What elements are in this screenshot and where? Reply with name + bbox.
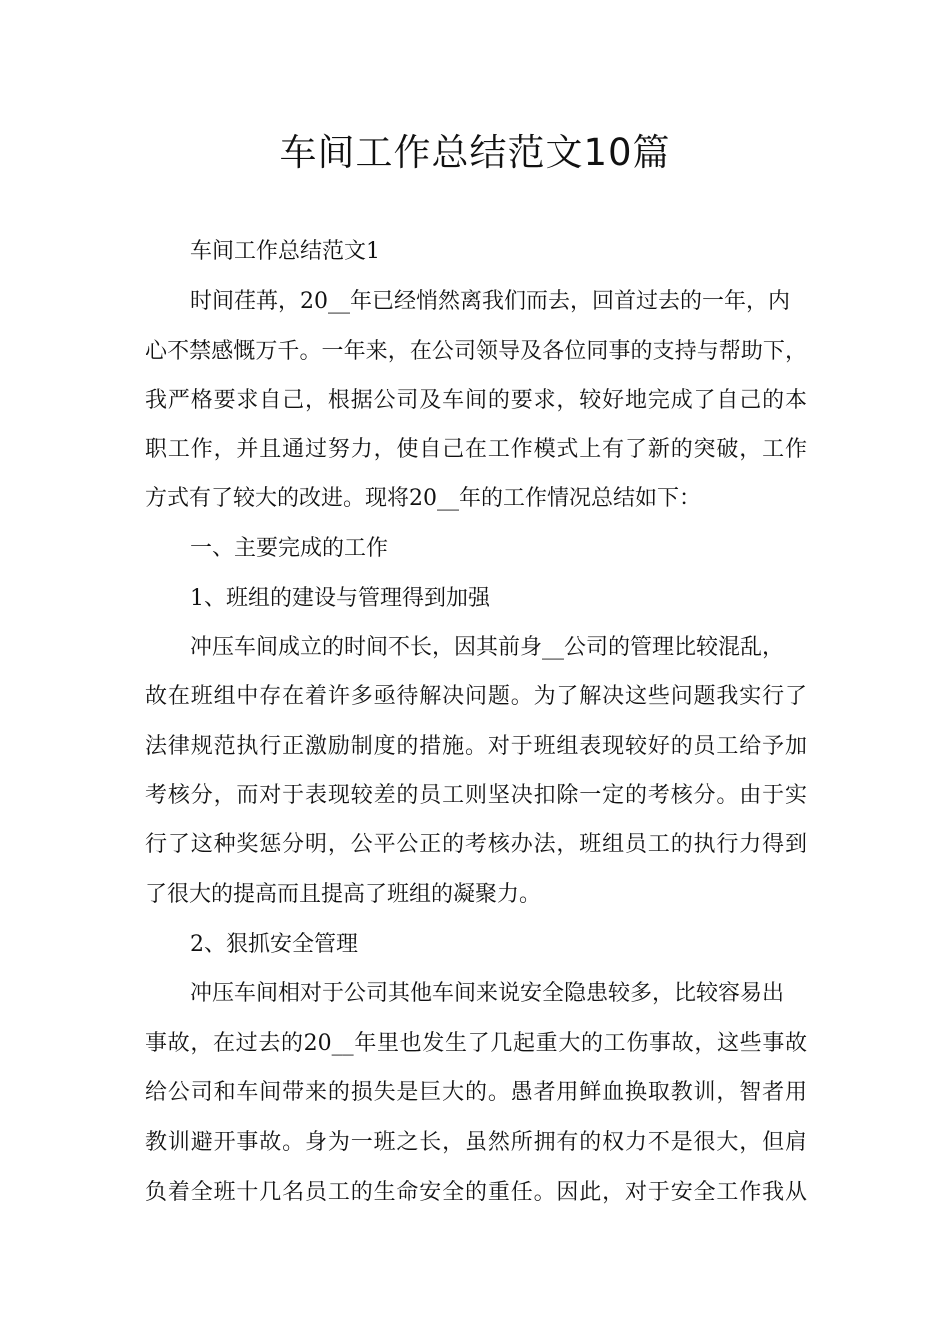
document-title: 车间工作总结范文10篇 — [279, 131, 671, 174]
paragraph-line: 冲压车间相对于公司其他车间来说安全隐患较多，比较容易出 — [190, 981, 785, 1006]
paragraph-line: 我严格要求自己，根据公司及车间的要求，较好地完成了自己的本 — [145, 388, 807, 413]
paragraph-line: 法律规范执行正激励制度的措施。对于班组表现较好的员工给予加 — [145, 734, 807, 759]
section-subtitle: 车间工作总结范文1 — [190, 239, 380, 264]
paragraph-line: 负着全班十几名员工的生命安全的重任。因此，对于安全工作我从 — [145, 1180, 807, 1205]
paragraph-line: 行了这种奖惩分明，公平公正的考核办法，班组员工的执行力得到 — [145, 832, 807, 857]
section-heading: 一、主要完成的工作 — [190, 536, 389, 561]
paragraph-line: 故在班组中存在着许多亟待解决问题。为了解决这些问题我实行了 — [145, 684, 807, 709]
paragraph-line: 冲压车间成立的时间不长，因其前身__公司的管理比较混乱， — [190, 635, 785, 660]
paragraph-line: 事故，在过去的20__年里也发生了几起重大的工伤事故，这些事故 — [145, 1031, 807, 1056]
paragraph-line: 职工作，并且通过努力，使自己在工作模式上有了新的突破，工作 — [145, 437, 807, 462]
subsection-heading: 1、班组的建设与管理得到加强 — [190, 586, 490, 611]
paragraph-line: 给公司和车间带来的损失是巨大的。愚者用鲜血换取教训，智者用 — [145, 1080, 807, 1105]
paragraph-line: 了很大的提高而且提高了班组的凝聚力。 — [145, 882, 542, 907]
paragraph-line: 心不禁感慨万千。一年来，在公司领导及各位同事的支持与帮助下， — [145, 339, 807, 364]
subsection-heading: 2、狠抓安全管理 — [190, 932, 358, 957]
paragraph-line: 方式有了较大的改进。现将20__年的工作情况总结如下： — [145, 486, 701, 511]
paragraph-line: 教训避开事故。身为一班之长，虽然所拥有的权力不是很大，但肩 — [145, 1130, 807, 1155]
paragraph-line: 时间荏苒，20__年已经悄然离我们而去，回首过去的一年，内 — [190, 289, 790, 314]
paragraph-line: 考核分，而对于表现较差的员工则坚决扣除一定的考核分。由于实 — [145, 783, 807, 808]
